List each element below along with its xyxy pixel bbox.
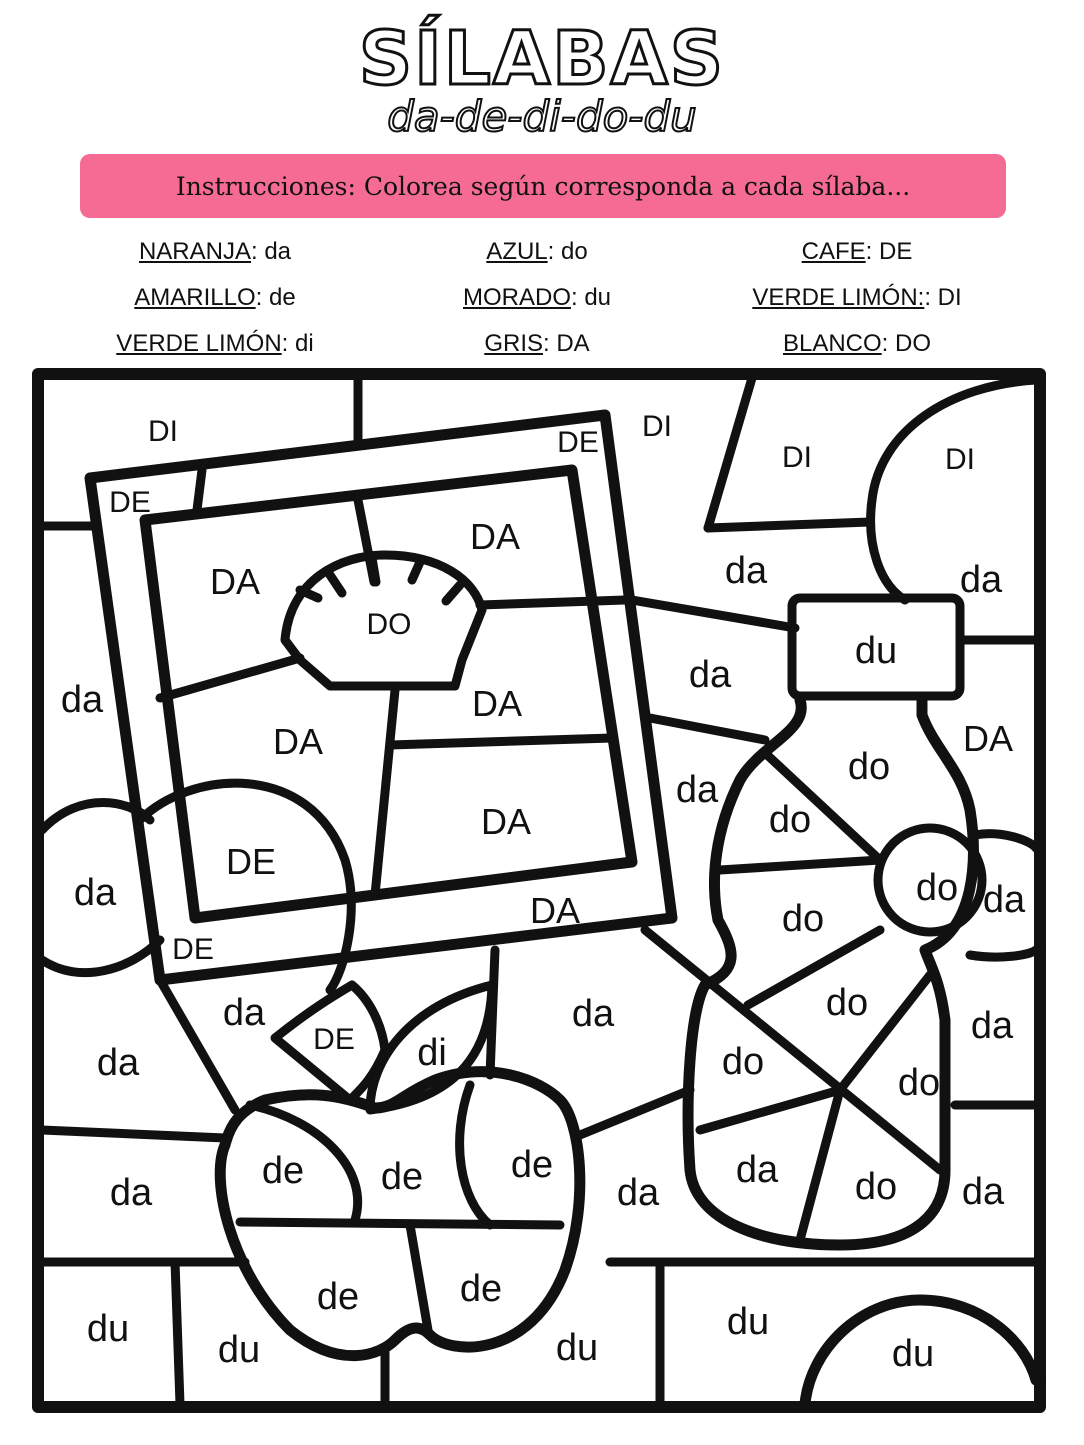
- syllable-label: DA: [480, 801, 532, 842]
- syllable-label: da: [970, 1005, 1014, 1047]
- syllable-label: da: [961, 1171, 1005, 1213]
- syllable-label: DA: [272, 721, 324, 762]
- syllable-label: du: [217, 1329, 261, 1371]
- syllable-label: de: [261, 1150, 305, 1192]
- syllable-label: de: [316, 1276, 360, 1318]
- region-border: [175, 1262, 180, 1404]
- region-border: [197, 470, 202, 510]
- region-border: [390, 738, 612, 745]
- syllable-label: da: [60, 679, 104, 721]
- syllable-label: do: [854, 1166, 898, 1208]
- region-border: [480, 600, 625, 605]
- worksheet-title: SÍLABAS: [358, 16, 726, 102]
- region-border: [42, 940, 160, 973]
- legend-item: CAFE: DE: [801, 238, 913, 265]
- region-border: [708, 378, 752, 528]
- syllable-label: du: [555, 1327, 599, 1369]
- syllable-label: DO: [366, 608, 412, 641]
- legend-item: VERDE LIMÓN:: DI: [752, 284, 962, 311]
- syllable-label: DE: [225, 841, 277, 882]
- region-border: [800, 1090, 840, 1240]
- syllable-label: du: [86, 1308, 130, 1350]
- region-border: [580, 1090, 690, 1135]
- syllable-label: DI: [148, 415, 178, 448]
- region-border: [720, 860, 880, 870]
- region-border: [975, 834, 1036, 848]
- syllable-label: DE: [172, 933, 214, 966]
- syllable-label: da: [109, 1172, 153, 1214]
- syllable-label: da: [96, 1042, 140, 1084]
- legend-item: AMARILLO: de: [134, 284, 296, 311]
- region-border: [700, 1090, 840, 1130]
- region-border: [632, 600, 795, 628]
- legend-item: BLANCO: DO: [782, 330, 932, 357]
- region-border: [460, 1085, 490, 1225]
- syllable-label: di: [417, 1032, 447, 1074]
- syllable-label: do: [768, 799, 812, 841]
- legend-item: NARANJA: da: [138, 238, 292, 265]
- syllable-label: DA: [209, 561, 261, 602]
- region-border: [375, 690, 395, 895]
- syllable-label: do: [915, 867, 959, 909]
- syllable-label: da: [735, 1149, 779, 1191]
- region-border: [708, 522, 870, 528]
- syllable-label: da: [959, 559, 1003, 601]
- syllable-label: da: [688, 654, 732, 696]
- syllable-label: do: [825, 982, 869, 1024]
- syllable-label: DI: [642, 410, 672, 443]
- syllable-label: du: [726, 1301, 770, 1343]
- legend-item: VERDE LIMÓN: di: [116, 330, 314, 357]
- syllable-label: do: [721, 1041, 765, 1083]
- syllable-label: DE: [557, 426, 599, 459]
- syllable-label: do: [897, 1062, 941, 1104]
- legend-item: GRIS: DA: [484, 330, 590, 357]
- syllable-label: DA: [469, 516, 521, 557]
- worksheet-subtitle: da-de-di-do-du: [387, 92, 697, 141]
- region-border: [240, 1222, 560, 1225]
- syllable-label: da: [73, 872, 117, 914]
- syllable-label: da: [571, 993, 615, 1035]
- legend-item: AZUL: do: [486, 238, 588, 265]
- syllable-label: do: [847, 746, 891, 788]
- syllable-label: de: [510, 1144, 554, 1186]
- region-border: [970, 950, 1036, 957]
- board-inner-edge: [145, 470, 632, 918]
- region-border: [871, 380, 1036, 600]
- syllable-label: du: [854, 630, 898, 672]
- syllable-label: de: [380, 1156, 424, 1198]
- region-border: [650, 718, 765, 740]
- syllable-label: DA: [962, 718, 1014, 759]
- syllable-label: DI: [945, 443, 975, 476]
- syllable-label: da: [616, 1172, 660, 1214]
- syllable-label: DE: [109, 486, 151, 519]
- syllable-label: da: [222, 992, 266, 1034]
- syllable-label: da: [982, 879, 1026, 921]
- syllable-label: da: [675, 769, 719, 811]
- syllable-label: DA: [529, 890, 581, 931]
- instructions-text: Instrucciones: Colorea según corresponda a cada sílaba...: [175, 171, 911, 201]
- syllable-label: da: [724, 550, 768, 592]
- syllable-label: DI: [782, 441, 812, 474]
- syllable-label: de: [459, 1268, 503, 1310]
- region-border: [160, 658, 300, 698]
- legend-item: MORADO: du: [462, 284, 612, 311]
- region-border: [410, 1225, 428, 1330]
- syllable-label: do: [781, 898, 825, 940]
- syllable-label: DE: [313, 1023, 355, 1056]
- region-border: [42, 1130, 225, 1138]
- syllable-label: du: [891, 1333, 935, 1375]
- syllable-label: DA: [471, 683, 523, 724]
